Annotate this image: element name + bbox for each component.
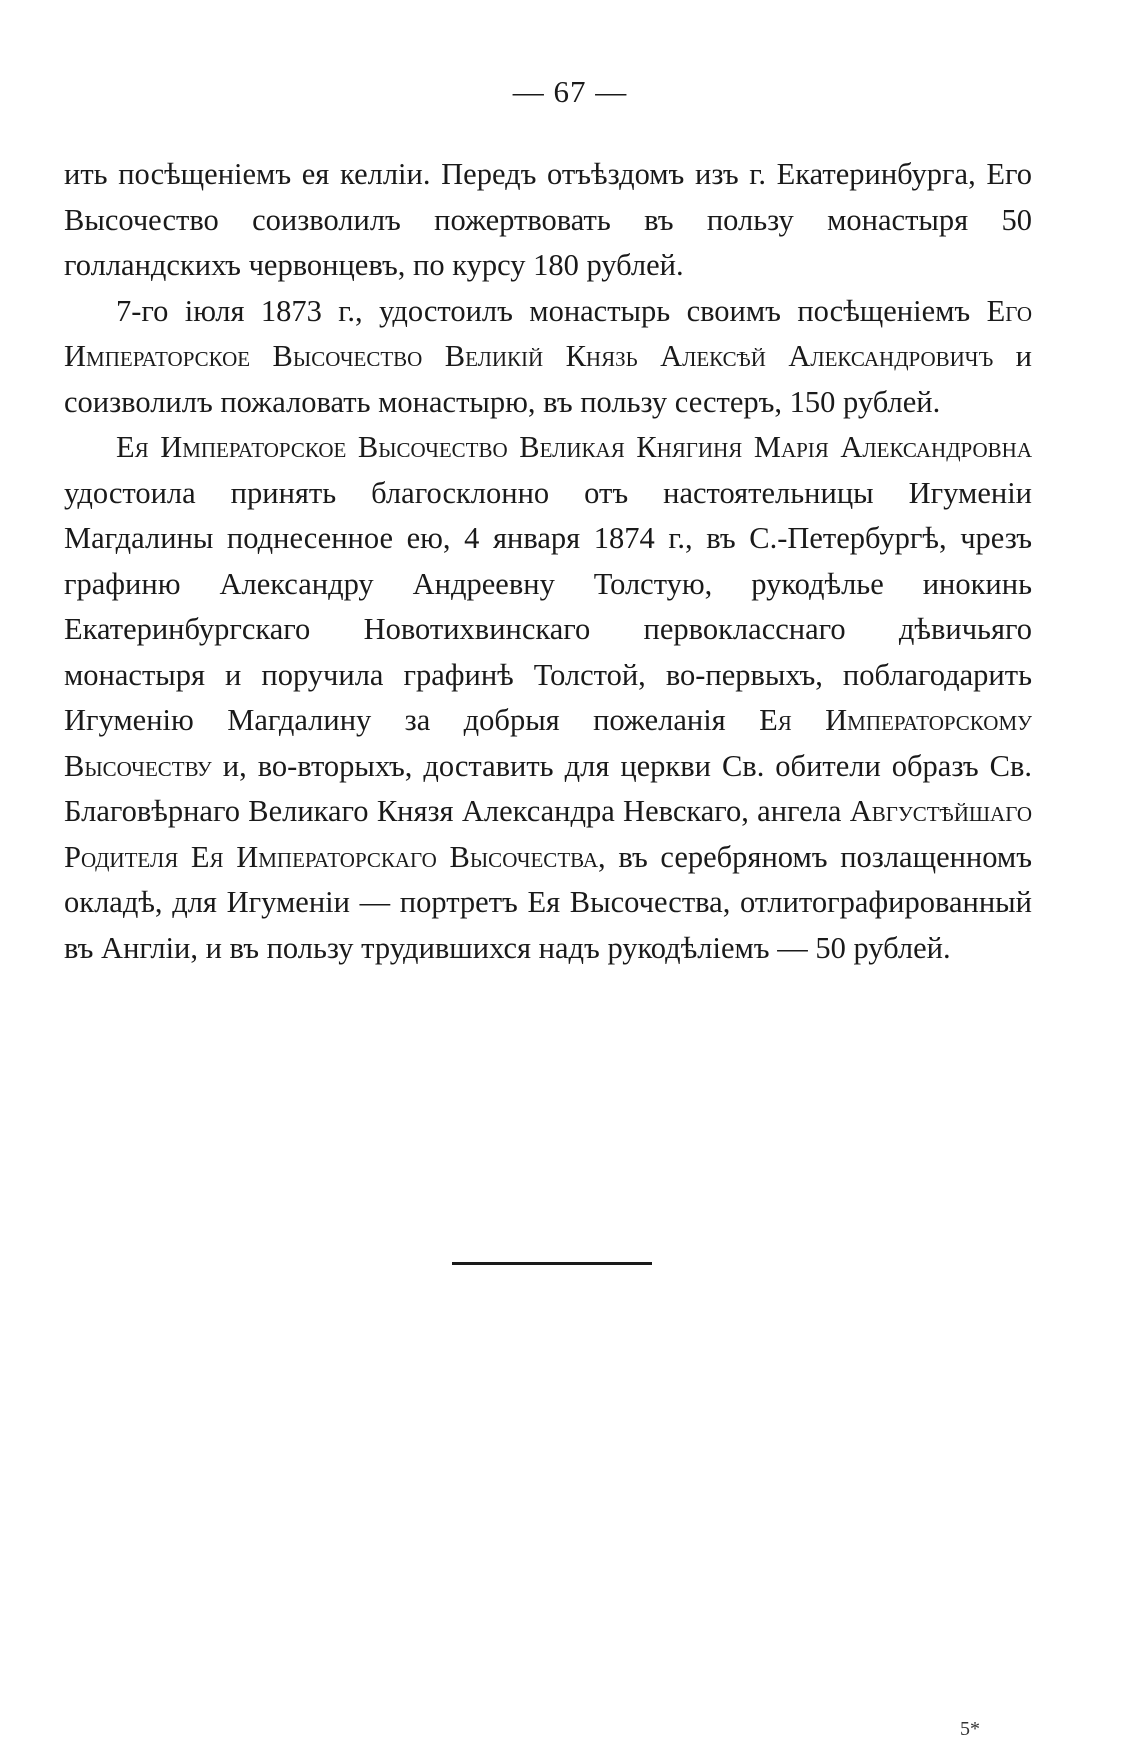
paragraph-1: ить посѣщеніемъ ея келліи. Передъ отъѣздомъ изъ г. Екатеринбурга, Его Высочество соизволилъ пожертвовать въ пользу монастыря 50 голландскихъ червонцевъ, по курсу 180 рублей. (64, 157, 1032, 282)
paragraph-3-title-3: Августѣйшаго Родителя Ея Императорскаго Высочества (64, 794, 1032, 874)
paragraph-3 (64, 425, 1032, 971)
paragraph-3-title: Ея Императорское Высочество Великая Княгиня Марія Александровна (116, 430, 1032, 464)
section-divider (452, 1262, 652, 1265)
paragraph-2-start: 7-го іюля 1873 г., удостоилъ монастырь своимъ посѣщеніемъ (116, 293, 987, 328)
paragraph-2 (64, 289, 1032, 426)
paragraph-3-part-d: , отлитографированный въ Англіи, и въ пользу трудившихся надъ рукодѣліемъ — 50 рублей. (64, 885, 1032, 965)
paragraph-3-part-c: , въ серебряномъ позлащенномъ окладѣ, для Игуменіи — портретъ (64, 839, 1032, 919)
paragraph-3-part-a: удостоила принять благосклонно отъ настоятельницы Игуменіи Магдалины поднесенное ею, 4 января 1874 г., въ С.-Петербургѣ, чрезъ графиню Александру Андреевну Толстую, рукодѣлье инокинь Екатеринбургскаго Новотихвинскаго первокласснаго дѣвичьяго монастыря и поручила графинѣ Толстой, во-первыхъ, поблагодарить Игуменію Магдалину за добрыя пожеланія (64, 475, 1032, 737)
paragraph-2-title: Его Императорское Высочество Великій Князь Алексѣй Александровичъ (64, 293, 1032, 373)
document-body (64, 152, 1032, 971)
paragraph-3-title-4: Ея Высочества (527, 885, 723, 919)
page-number: — 67 — (512, 74, 628, 109)
paragraph-2-end: и соизволилъ пожаловать монастырю, въ пользу сестеръ, 150 рублей. (64, 339, 1033, 419)
paragraph-3-title-2: Ея Императорскому Высочеству (64, 703, 1032, 783)
paragraph-3-part-b: и, во-вторыхъ, доставить для церкви Св. обители образъ Св. Благовѣрнаго Великаго Князя Александра Невскаго, ангела (64, 748, 1032, 828)
signature-mark: 5* (960, 1718, 980, 1740)
